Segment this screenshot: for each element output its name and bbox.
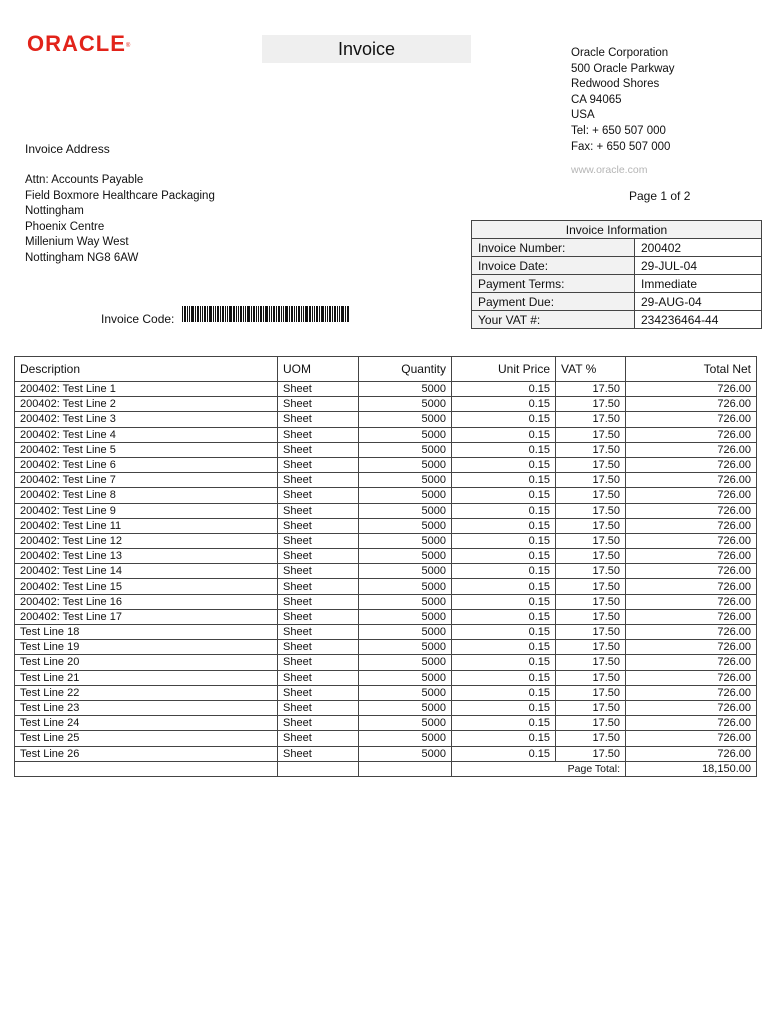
cell-vat: 17.50 <box>556 746 626 761</box>
cell-total-net: 726.00 <box>626 412 757 427</box>
info-label: Invoice Number: <box>472 239 635 257</box>
cell-vat: 17.50 <box>556 609 626 624</box>
cell-quantity: 5000 <box>359 670 452 685</box>
cell-vat: 17.50 <box>556 700 626 715</box>
cell-uom: Sheet <box>278 518 359 533</box>
cell-unit-price: 0.15 <box>452 549 556 564</box>
cell-quantity: 5000 <box>359 488 452 503</box>
barcode-bar <box>276 306 277 322</box>
cell-vat: 17.50 <box>556 731 626 746</box>
barcode-bar <box>339 306 340 322</box>
table-row <box>15 457 757 472</box>
info-row <box>472 293 762 311</box>
barcode-bar <box>222 306 224 322</box>
cell-total-net: 726.00 <box>626 533 757 548</box>
barcode-bar <box>195 306 196 322</box>
cell-vat: 17.50 <box>556 473 626 488</box>
barcode-bar <box>227 306 228 322</box>
info-row <box>472 275 762 293</box>
address-line: Phoenix Centre <box>25 220 105 233</box>
invoice-barcode <box>182 306 350 322</box>
cell-unit-price: 0.15 <box>452 746 556 761</box>
info-row <box>472 239 762 257</box>
cell-description: 200402: Test Line 9 <box>15 503 278 518</box>
cell-unit-price: 0.15 <box>452 518 556 533</box>
cell-quantity: 5000 <box>359 397 452 412</box>
company-website: www.oracle.com <box>571 164 648 177</box>
cell-uom: Sheet <box>278 625 359 640</box>
cell-total-net: 726.00 <box>626 549 757 564</box>
cell-quantity: 5000 <box>359 579 452 594</box>
cell-uom: Sheet <box>278 670 359 685</box>
page-total-row <box>15 761 757 776</box>
barcode-bar <box>200 306 201 322</box>
empty-cell <box>15 761 278 776</box>
cell-description: 200402: Test Line 14 <box>15 564 278 579</box>
cell-uom: Sheet <box>278 488 359 503</box>
barcode-bar <box>182 306 183 322</box>
cell-description: 200402: Test Line 15 <box>15 579 278 594</box>
info-value: 29-AUG-04 <box>635 293 762 311</box>
info-value: 29-JUL-04 <box>635 257 762 275</box>
invoice-lines-table <box>14 356 757 777</box>
company-line: Tel: + 650 507 000 <box>571 124 666 137</box>
table-row <box>15 382 757 397</box>
barcode-bar <box>217 306 219 322</box>
cell-uom: Sheet <box>278 700 359 715</box>
table-row <box>15 716 757 731</box>
cell-unit-price: 0.15 <box>452 488 556 503</box>
cell-quantity: 5000 <box>359 564 452 579</box>
table-row <box>15 625 757 640</box>
cell-uom: Sheet <box>278 533 359 548</box>
barcode-bar <box>334 306 336 322</box>
barcode-bar <box>341 306 344 322</box>
table-row <box>15 594 757 609</box>
cell-unit-price: 0.15 <box>452 503 556 518</box>
cell-vat: 17.50 <box>556 655 626 670</box>
cell-vat: 17.50 <box>556 442 626 457</box>
barcode-bar <box>209 306 212 322</box>
barcode-bar <box>225 306 226 322</box>
cell-total-net: 726.00 <box>626 564 757 579</box>
barcode-bar <box>207 306 208 322</box>
cell-total-net: 726.00 <box>626 700 757 715</box>
cell-quantity: 5000 <box>359 731 452 746</box>
company-line: Fax: + 650 507 000 <box>571 140 671 153</box>
info-label: Your VAT #: <box>472 311 635 329</box>
cell-uom: Sheet <box>278 655 359 670</box>
info-row <box>472 311 762 329</box>
invoice-address <box>25 173 215 266</box>
cell-uom: Sheet <box>278 427 359 442</box>
invoice-address-label: Invoice Address <box>25 142 110 156</box>
cell-description: Test Line 20 <box>15 655 278 670</box>
cell-quantity: 5000 <box>359 382 452 397</box>
cell-uom: Sheet <box>278 564 359 579</box>
info-value: Immediate <box>635 275 762 293</box>
cell-vat: 17.50 <box>556 579 626 594</box>
column-header-quantity: Quantity <box>359 357 452 382</box>
barcode-bar <box>215 306 216 322</box>
cell-total-net: 726.00 <box>626 473 757 488</box>
cell-vat: 17.50 <box>556 457 626 472</box>
invoice-code-label: Invoice Code: <box>101 312 175 326</box>
barcode-bar <box>245 306 246 322</box>
cell-uom: Sheet <box>278 716 359 731</box>
cell-quantity: 5000 <box>359 625 452 640</box>
empty-cell <box>359 761 452 776</box>
cell-total-net: 726.00 <box>626 625 757 640</box>
barcode-bar <box>321 306 324 322</box>
cell-total-net: 726.00 <box>626 457 757 472</box>
oracle-logo <box>27 31 130 57</box>
barcode-bar <box>240 306 242 322</box>
cell-total-net: 726.00 <box>626 655 757 670</box>
cell-description: 200402: Test Line 11 <box>15 518 278 533</box>
cell-description: 200402: Test Line 16 <box>15 594 278 609</box>
page-total-label: Page Total: <box>452 761 626 776</box>
barcode-bar <box>294 306 295 322</box>
cell-description: Test Line 18 <box>15 625 278 640</box>
cell-total-net: 726.00 <box>626 397 757 412</box>
cell-uom: Sheet <box>278 685 359 700</box>
cell-description: 200402: Test Line 3 <box>15 412 278 427</box>
page-total-value: 18,150.00 <box>626 761 757 776</box>
page-title: Invoice <box>262 35 471 63</box>
info-label: Payment Terms: <box>472 275 635 293</box>
cell-uom: Sheet <box>278 503 359 518</box>
cell-quantity: 5000 <box>359 533 452 548</box>
info-label: Invoice Date: <box>472 257 635 275</box>
cell-unit-price: 0.15 <box>452 655 556 670</box>
cell-total-net: 726.00 <box>626 382 757 397</box>
cell-total-net: 726.00 <box>626 716 757 731</box>
empty-cell <box>278 761 359 776</box>
company-line: Oracle Corporation <box>571 47 669 59</box>
address-line: Millenium Way West <box>25 236 129 248</box>
barcode-bar <box>347 306 349 322</box>
cell-total-net: 726.00 <box>626 640 757 655</box>
cell-unit-price: 0.15 <box>452 594 556 609</box>
cell-total-net: 726.00 <box>626 594 757 609</box>
column-header-uom: UOM <box>278 357 359 382</box>
cell-uom: Sheet <box>278 549 359 564</box>
table-row <box>15 442 757 457</box>
cell-unit-price: 0.15 <box>452 609 556 624</box>
cell-description: 200402: Test Line 1 <box>15 382 278 397</box>
cell-uom: Sheet <box>278 473 359 488</box>
cell-description: 200402: Test Line 4 <box>15 427 278 442</box>
cell-description: 200402: Test Line 17 <box>15 609 278 624</box>
barcode-bar <box>233 306 235 322</box>
cell-quantity: 5000 <box>359 594 452 609</box>
cell-vat: 17.50 <box>556 564 626 579</box>
barcode-bar <box>247 306 250 322</box>
column-header-unit-price: Unit Price <box>452 357 556 382</box>
address-line: Field Boxmore Healthcare Packaging <box>25 189 215 202</box>
cell-unit-price: 0.15 <box>452 685 556 700</box>
cell-vat: 17.50 <box>556 533 626 548</box>
barcode-bar <box>291 306 293 322</box>
address-line: Nottingham <box>25 205 84 217</box>
cell-total-net: 726.00 <box>626 503 757 518</box>
info-label: Payment Due: <box>472 293 635 311</box>
cell-unit-price: 0.15 <box>452 427 556 442</box>
barcode-bar <box>296 306 297 322</box>
table-row <box>15 427 757 442</box>
barcode-bar <box>319 306 320 322</box>
cell-uom: Sheet <box>278 382 359 397</box>
cell-unit-price: 0.15 <box>452 533 556 548</box>
registered-mark: ® <box>125 43 131 49</box>
barcode-bar <box>305 306 308 322</box>
barcode-bar <box>243 306 244 322</box>
cell-quantity: 5000 <box>359 655 452 670</box>
cell-description: 200402: Test Line 5 <box>15 442 278 457</box>
table-row <box>15 549 757 564</box>
cell-unit-price: 0.15 <box>452 457 556 472</box>
cell-unit-price: 0.15 <box>452 670 556 685</box>
table-row <box>15 609 757 624</box>
invoice-information-table <box>471 220 762 329</box>
table-row <box>15 746 757 761</box>
barcode-bar <box>273 306 275 322</box>
cell-quantity: 5000 <box>359 473 452 488</box>
cell-quantity: 5000 <box>359 427 452 442</box>
table-row <box>15 533 757 548</box>
barcode-bar <box>187 306 188 322</box>
table-row <box>15 397 757 412</box>
barcode-bar <box>303 306 304 322</box>
cell-unit-price: 0.15 <box>452 640 556 655</box>
cell-vat: 17.50 <box>556 427 626 442</box>
company-line: USA <box>571 109 595 122</box>
cell-quantity: 5000 <box>359 746 452 761</box>
address-line: Nottingham NG8 6AW <box>25 251 139 264</box>
cell-uom: Sheet <box>278 609 359 624</box>
cell-unit-price: 0.15 <box>452 700 556 715</box>
cell-description: 200402: Test Line 6 <box>15 457 278 472</box>
column-header-total-net: Total Net <box>626 357 757 382</box>
cell-quantity: 5000 <box>359 457 452 472</box>
cell-quantity: 5000 <box>359 685 452 700</box>
cell-total-net: 726.00 <box>626 685 757 700</box>
company-line: 500 Oracle Parkway <box>571 62 675 75</box>
cell-vat: 17.50 <box>556 685 626 700</box>
cell-unit-price: 0.15 <box>452 473 556 488</box>
cell-vat: 17.50 <box>556 716 626 731</box>
barcode-bar <box>253 306 255 322</box>
barcode-bar <box>345 306 346 322</box>
barcode-bar <box>263 306 264 322</box>
barcode-bar <box>309 306 311 322</box>
cell-total-net: 726.00 <box>626 609 757 624</box>
address-line: Attn: Accounts Payable <box>25 174 144 186</box>
cell-vat: 17.50 <box>556 397 626 412</box>
cell-description: Test Line 23 <box>15 700 278 715</box>
cell-description: Test Line 19 <box>15 640 278 655</box>
barcode-bar <box>332 306 333 322</box>
page-number: Page 1 of 2 <box>629 189 691 203</box>
table-row <box>15 700 757 715</box>
cell-description: Test Line 24 <box>15 716 278 731</box>
cell-total-net: 726.00 <box>626 442 757 457</box>
barcode-bar <box>298 306 300 322</box>
cell-unit-price: 0.15 <box>452 412 556 427</box>
barcode-bar <box>204 306 206 322</box>
column-header-vat: VAT % <box>556 357 626 382</box>
cell-uom: Sheet <box>278 397 359 412</box>
table-row <box>15 670 757 685</box>
cell-quantity: 5000 <box>359 412 452 427</box>
barcode-bar <box>289 306 290 322</box>
table-row <box>15 473 757 488</box>
cell-vat: 17.50 <box>556 518 626 533</box>
cell-quantity: 5000 <box>359 518 452 533</box>
cell-description: Test Line 26 <box>15 746 278 761</box>
cell-uom: Sheet <box>278 412 359 427</box>
barcode-bar <box>271 306 272 322</box>
cell-quantity: 5000 <box>359 640 452 655</box>
barcode-bar <box>258 306 259 322</box>
table-header-row <box>15 357 757 382</box>
barcode-bar <box>312 306 313 322</box>
cell-uom: Sheet <box>278 442 359 457</box>
table-row <box>15 412 757 427</box>
table-row <box>15 503 757 518</box>
barcode-bar <box>229 306 232 322</box>
barcode-bar <box>260 306 262 322</box>
cell-vat: 17.50 <box>556 640 626 655</box>
logo-text: ORACLE <box>27 31 126 56</box>
cell-description: Test Line 22 <box>15 685 278 700</box>
cell-unit-price: 0.15 <box>452 731 556 746</box>
barcode-bar <box>337 306 338 322</box>
table-row <box>15 564 757 579</box>
table-row <box>15 518 757 533</box>
cell-total-net: 726.00 <box>626 488 757 503</box>
cell-uom: Sheet <box>278 594 359 609</box>
barcode-bar <box>184 306 186 322</box>
info-row <box>472 257 762 275</box>
barcode-bar <box>325 306 326 322</box>
cell-vat: 17.50 <box>556 382 626 397</box>
barcode-bar <box>314 306 315 322</box>
company-address <box>571 46 675 179</box>
invoice-information-heading: Invoice Information <box>472 221 762 239</box>
cell-total-net: 726.00 <box>626 518 757 533</box>
cell-unit-price: 0.15 <box>452 716 556 731</box>
barcode-bar <box>329 306 331 322</box>
cell-uom: Sheet <box>278 579 359 594</box>
cell-quantity: 5000 <box>359 700 452 715</box>
barcode-bar <box>283 306 284 322</box>
barcode-bar <box>236 306 237 322</box>
barcode-bar <box>220 306 221 322</box>
cell-total-net: 726.00 <box>626 427 757 442</box>
barcode-bar <box>256 306 257 322</box>
table-row <box>15 488 757 503</box>
cell-uom: Sheet <box>278 457 359 472</box>
barcode-bar <box>316 306 318 322</box>
cell-unit-price: 0.15 <box>452 397 556 412</box>
cell-total-net: 726.00 <box>626 579 757 594</box>
barcode-bar <box>327 306 328 322</box>
cell-vat: 17.50 <box>556 670 626 685</box>
cell-unit-price: 0.15 <box>452 382 556 397</box>
cell-quantity: 5000 <box>359 549 452 564</box>
barcode-bar <box>238 306 239 322</box>
cell-unit-price: 0.15 <box>452 564 556 579</box>
cell-uom: Sheet <box>278 731 359 746</box>
cell-vat: 17.50 <box>556 594 626 609</box>
company-line: Redwood Shores <box>571 78 660 91</box>
barcode-bar <box>202 306 203 322</box>
cell-uom: Sheet <box>278 640 359 655</box>
column-header-description: Description <box>15 357 278 382</box>
cell-quantity: 5000 <box>359 442 452 457</box>
barcode-bar <box>278 306 280 322</box>
info-value: 234236464-44 <box>635 311 762 329</box>
cell-description: 200402: Test Line 2 <box>15 397 278 412</box>
table-row <box>15 685 757 700</box>
cell-description: 200402: Test Line 13 <box>15 549 278 564</box>
info-value: 200402 <box>635 239 762 257</box>
cell-description: Test Line 25 <box>15 731 278 746</box>
barcode-bar <box>213 306 214 322</box>
barcode-bar <box>301 306 302 322</box>
cell-description: 200402: Test Line 7 <box>15 473 278 488</box>
barcode-bar <box>285 306 288 322</box>
cell-quantity: 5000 <box>359 609 452 624</box>
cell-total-net: 726.00 <box>626 670 757 685</box>
barcode-bar <box>189 306 190 322</box>
cell-description: 200402: Test Line 12 <box>15 533 278 548</box>
barcode-bar <box>281 306 282 322</box>
table-row <box>15 579 757 594</box>
table-row <box>15 640 757 655</box>
cell-description: 200402: Test Line 8 <box>15 488 278 503</box>
cell-quantity: 5000 <box>359 503 452 518</box>
cell-vat: 17.50 <box>556 488 626 503</box>
company-line: CA 94065 <box>571 93 622 106</box>
barcode-bar <box>265 306 268 322</box>
cell-uom: Sheet <box>278 746 359 761</box>
barcode-bar <box>269 306 270 322</box>
cell-total-net: 726.00 <box>626 731 757 746</box>
cell-quantity: 5000 <box>359 716 452 731</box>
barcode-bar <box>191 306 194 322</box>
cell-unit-price: 0.15 <box>452 625 556 640</box>
barcode-bar <box>251 306 252 322</box>
cell-unit-price: 0.15 <box>452 442 556 457</box>
cell-vat: 17.50 <box>556 625 626 640</box>
cell-total-net: 726.00 <box>626 746 757 761</box>
cell-vat: 17.50 <box>556 549 626 564</box>
cell-unit-price: 0.15 <box>452 579 556 594</box>
barcode-bar <box>197 306 199 322</box>
cell-description: Test Line 21 <box>15 670 278 685</box>
table-row <box>15 655 757 670</box>
cell-vat: 17.50 <box>556 503 626 518</box>
cell-vat: 17.50 <box>556 412 626 427</box>
table-row <box>15 731 757 746</box>
